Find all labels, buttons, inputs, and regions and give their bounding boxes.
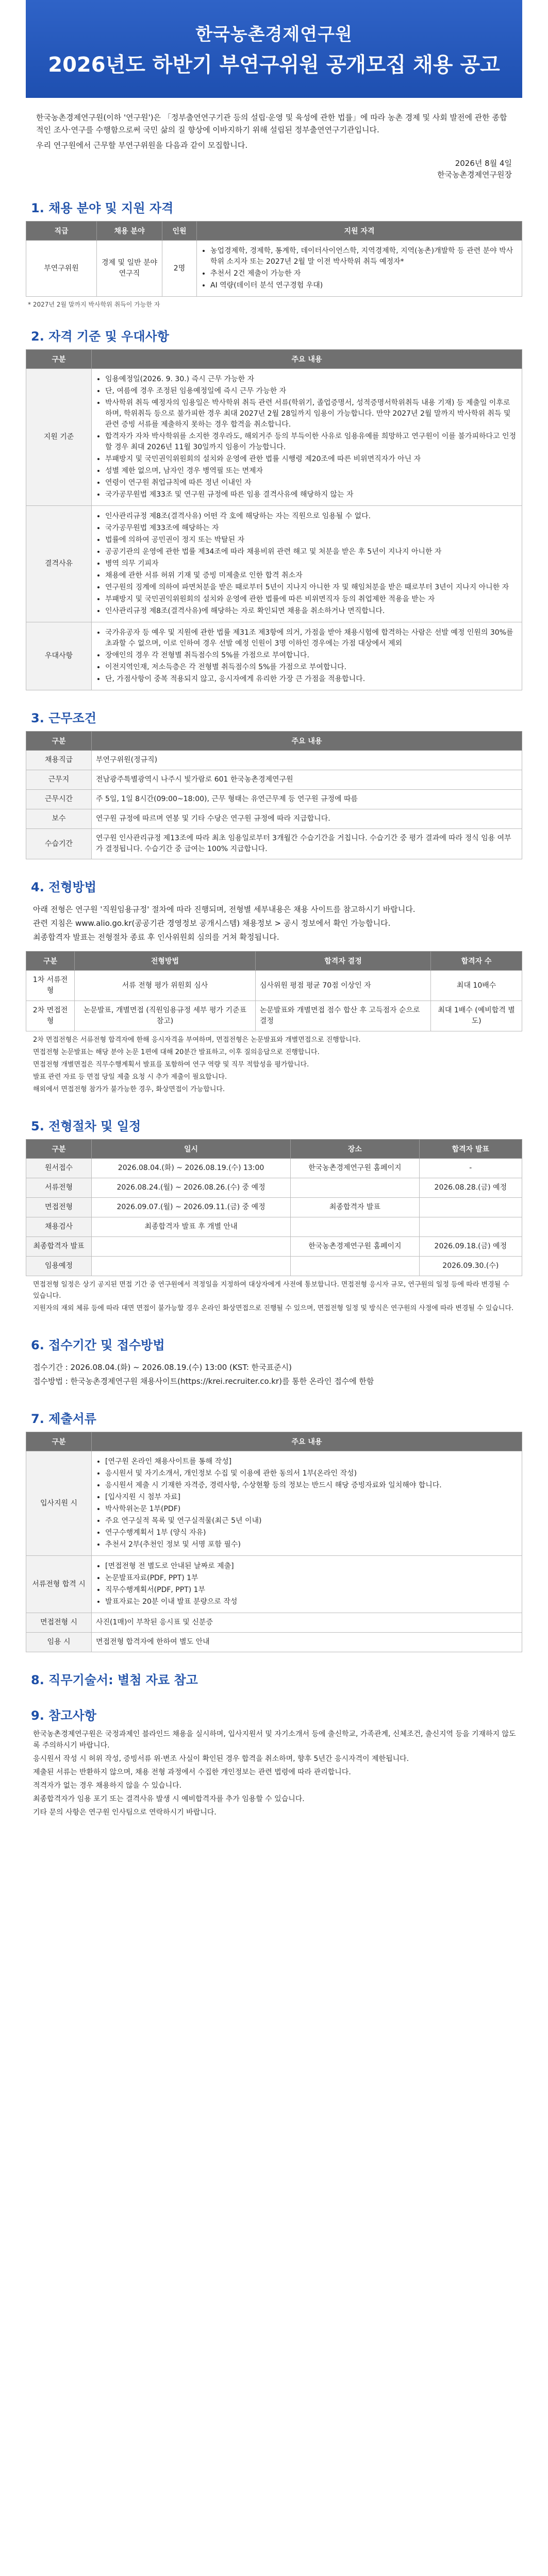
table-row bbox=[26, 829, 522, 859]
title-banner bbox=[26, 0, 522, 98]
list-item: 최종합격자가 임용 포기 또는 결격사유 발생 시 예비합격자를 추가 임용할 수 있습니다. bbox=[33, 1795, 305, 1803]
list-item: • AI 역량(데이터 분석 연구경험 우대) bbox=[210, 280, 518, 291]
table-row bbox=[26, 971, 522, 1001]
result-cell: 2026.09.30.(수) bbox=[419, 1257, 522, 1276]
section-title: 5. 전형절차 및 일정 bbox=[31, 1119, 141, 1133]
table-row bbox=[26, 1257, 522, 1276]
stage-cell: 서류전형 bbox=[26, 1178, 92, 1198]
list-item: • [면접전형 전 별도로 안내된 날짜로 제출] bbox=[105, 1561, 518, 1572]
table-header: 인원 bbox=[162, 222, 197, 241]
row-content bbox=[92, 369, 522, 506]
table-header: 장소 bbox=[291, 1140, 420, 1159]
row-label: 채용직급 bbox=[26, 751, 92, 770]
table-row bbox=[26, 809, 522, 829]
table-row bbox=[26, 1613, 522, 1633]
list-item: 관련 지침은 www.alio.go.kr(공공기관 경영정보 공개시스템) 채용정보 > 공시 정보에서 확인 가능합니다. bbox=[33, 919, 391, 928]
notice-title: 2026년도 하반기 부연구위원 공개모집 채용 공고 bbox=[48, 53, 500, 77]
stage-cell: 임용예정 bbox=[26, 1257, 92, 1276]
table-header: 주요 내용 bbox=[92, 1432, 522, 1451]
row-label: 우대사항 bbox=[26, 622, 92, 690]
list-item: • 발표자료는 20분 이내 발표 분량으로 작성 bbox=[105, 1597, 518, 1607]
table-header: 합격자 수 bbox=[431, 952, 522, 971]
table-row bbox=[26, 751, 522, 770]
method-cell: 서류 전형 평가 위원회 심사 bbox=[75, 971, 256, 1001]
row-label: 임용 시 bbox=[26, 1633, 92, 1652]
list-item: • 국가유공자 등 예우 및 지원에 관한 법률 제31조 제3항에 의거, 가점을 받아 채용시험에 합격하는 사람은 선발 예정 인원의 30%를 초과할 수 없으며, 이로 인하여 경우 선발 예정 인원이 3명 이하인 경우에는 가점 대상에서 제외 bbox=[105, 628, 518, 649]
notice-issuer: 한국농촌경제연구원장 bbox=[437, 170, 512, 179]
table-row bbox=[26, 241, 522, 297]
reference-notes bbox=[26, 1728, 522, 1818]
list-item: 제출된 서류는 반환하지 않으며, 채용 전형 과정에서 수집한 개인정보는 관련 법령에 따라 관리합니다. bbox=[33, 1768, 351, 1776]
selection-bullets bbox=[26, 900, 522, 947]
list-item: • 부패방지 및 국민권익위원회의 설치와 운영에 관한 법률 시행령 제20조에 따른 비위면직자가 아닌 자 bbox=[105, 454, 518, 465]
stage-cell: 최종합격자 발표 bbox=[26, 1237, 92, 1257]
result-cell: 2026.09.18.(금) 예정 bbox=[419, 1237, 522, 1257]
result-cell bbox=[419, 1217, 522, 1237]
list-item: • 단, 여름에 경우 조정된 임용예정일에 즉시 근무 가능한 자 bbox=[105, 386, 518, 397]
section-title: 9. 참고사항 bbox=[31, 1708, 96, 1723]
table-header: 구분 bbox=[26, 732, 92, 751]
list-item: • [연구원 온라인 채용사이트를 통해 작성] bbox=[105, 1456, 518, 1467]
row-content: 연구원 인사관리규정 제13조에 따라 최초 임용일로부터 3개월간 수습기간을 거칩니다. 수습기간 중 평가 결과에 따라 정식 임용 여부가 결정됩니다. 수습기간 중 급여는 100% 지급합니다. bbox=[92, 829, 522, 859]
row-label: 근무지 bbox=[26, 770, 92, 790]
intro-paragraph: 한국농촌경제연구원(이하 '연구원')은 「정부출연연구기관 등의 설립·운영 및 육성에 관한 법률」에 따라 농촌 경제 및 사회 발전에 관한 종합적인 조사·연구를 수행함으로써 국민 삶의 질 향상에 이바지하기 위해 설립된 정부출연연구기관입니다. bbox=[36, 113, 507, 134]
table-row bbox=[26, 790, 522, 809]
table-row bbox=[26, 622, 522, 690]
recruit-field-table bbox=[26, 221, 522, 297]
place-cell: 한국농촌경제연구원 홈페이지 bbox=[291, 1237, 420, 1257]
list-item: • 이전지역인재, 저소득층은 각 전형별 취득점수의 5%를 가점으로 부여합니다. bbox=[105, 662, 518, 673]
stage-cell: 2차 면접전형 bbox=[26, 1001, 75, 1031]
list-item: 면접전형 논문발표는 해당 분야 논문 1편에 대해 20분간 발표하고, 이후 질의응답으로 진행합니다. bbox=[33, 1048, 320, 1056]
intro bbox=[26, 98, 522, 158]
grade-cell: 부연구위원 bbox=[26, 241, 97, 297]
row-content bbox=[92, 506, 522, 622]
place-cell bbox=[291, 1257, 420, 1276]
application-info bbox=[26, 1358, 522, 1391]
list-item: 최종합격자 발표는 전형절차 종료 후 인사위원회 심의를 거쳐 확정됩니다. bbox=[33, 933, 279, 942]
list-item: • 추천서 2부(추천인 정보 및 서명 포함 필수) bbox=[105, 1539, 518, 1550]
decision-cell: 논문발표와 개별면접 점수 합산 후 고득점자 순으로 결정 bbox=[255, 1001, 430, 1031]
table-header: 합격자 결정 bbox=[255, 952, 430, 971]
table-header: 채용 분야 bbox=[97, 222, 162, 241]
list-item: • 단, 가점사항이 중복 적용되지 않고, 응시자에게 유리한 가장 큰 가점을 적용합니다. bbox=[105, 674, 518, 685]
time-cell bbox=[92, 1237, 291, 1257]
list-item: 적격자가 없는 경우 채용하지 않을 수 있습니다. bbox=[33, 1782, 182, 1790]
result-cell bbox=[419, 1198, 522, 1217]
selection-method-table bbox=[26, 951, 522, 1031]
table-header: 지원 자격 bbox=[197, 222, 522, 241]
list-item: • 채용에 관한 서류 허위 기재 및 증빙 미제출로 인한 합격 취소자 bbox=[105, 570, 518, 581]
row-label: 지원 기준 bbox=[26, 369, 92, 506]
stage-cell: 1차 서류전형 bbox=[26, 971, 75, 1001]
list-item: • 장애인의 경우 각 전형별 취득점수의 5%를 가점으로 부여합니다. bbox=[105, 650, 518, 661]
table-row bbox=[26, 1198, 522, 1217]
row-content: 전남광주특별광역시 나주시 빛가람로 601 한국농촌경제연구원 bbox=[92, 770, 522, 790]
result-cell: 2026.08.28.(금) 예정 bbox=[419, 1178, 522, 1198]
row-content: 주 5일, 1일 8시간(09:00~18:00), 근무 형태는 유연근무제 등 연구원 규정에 따름 bbox=[92, 790, 522, 809]
table-row bbox=[26, 1178, 522, 1198]
section-title: 8. 직무기술서: 별첨 자료 참고 bbox=[31, 1673, 198, 1687]
list-item: • 합격자가 자차 박사학위를 소지한 경우라도, 해외거주 등의 부득이한 사유로 임용유예를 희망하고 연구원이 이를 불가피하다고 인정할 경우 최대 2026년 11월 30일까지 임용이 가능합니다. bbox=[105, 431, 518, 453]
table-header: 구분 bbox=[26, 1140, 92, 1159]
section-title: 3. 근무조건 bbox=[31, 711, 96, 725]
place-cell: 최종합격자 발표 bbox=[291, 1198, 420, 1217]
qualification-table bbox=[26, 349, 522, 690]
list-item: • 부패방지 및 국민권익위원회의 설치와 운영에 관한 법률에 따른 비위면직자 등의 취업제한 적용을 받는 자 bbox=[105, 594, 518, 605]
list-item: 면접전형 개별면접은 직무수행계획서 발표를 포함하여 연구 역량 및 직무 적합성을 평가합니다. bbox=[33, 1061, 309, 1069]
list-item: 해외에서 면접전형 참가가 불가능한 경우, 화상면접이 가능합니다. bbox=[33, 1086, 225, 1093]
row-label: 서류전형 합격 시 bbox=[26, 1556, 92, 1613]
time-cell: 2026.08.24.(월) ~ 2026.08.26.(수) 중 예정 bbox=[92, 1178, 291, 1198]
work-condition-table bbox=[26, 731, 522, 859]
qualification-cell bbox=[197, 241, 522, 297]
schedule-notes bbox=[26, 1276, 522, 1317]
list-item: 응시원서 작성 시 허위 작성, 증빙서류 위·변조 사실이 확인된 경우 합격을 취소하며, 향후 5년간 응시자격이 제한됩니다. bbox=[33, 1755, 409, 1763]
table-header: 구분 bbox=[26, 952, 75, 971]
list-item: • 연구원의 징계에 의하여 파면처분을 받은 때로부터 5년이 지나지 아니한 자 및 해임처분을 받은 때로부터 3년이 지나지 아니한 자 bbox=[105, 582, 518, 593]
stage-cell: 채용검사 bbox=[26, 1217, 92, 1237]
row-content: 연구원 규정에 따르며 연봉 및 기타 수당은 연구원 규정에 따라 지급합니다. bbox=[92, 809, 522, 829]
list-item: 기타 문의 사항은 연구원 인사팀으로 연락하시기 바랍니다. bbox=[33, 1808, 217, 1817]
row-content: 면접전형 합격자에 한하여 별도 안내 bbox=[92, 1633, 522, 1652]
table-row bbox=[26, 506, 522, 622]
list-item: • 인사관리규정 제8조(결격사유) 어떤 각 호에 해당하는 자는 직원으로 임용될 수 없다. bbox=[105, 511, 518, 522]
intro-paragraph: 우리 연구원에서 근무할 부연구위원을 다음과 같이 모집합니다. bbox=[36, 141, 248, 150]
section-title: 2. 자격 기준 및 우대사항 bbox=[31, 329, 169, 344]
list-item: 접수방법 : 한국농촌경제연구원 채용사이트(https://krei.recruiter.co.kr)를 통한 온라인 접수에 한함 bbox=[33, 1377, 374, 1386]
table-header: 구분 bbox=[26, 1432, 92, 1451]
list-item: • 연구수행계획서 1부 (양식 자유) bbox=[105, 1528, 518, 1538]
stage-cell: 원서접수 bbox=[26, 1159, 92, 1178]
section-title: 1. 채용 분야 및 지원 자격 bbox=[31, 201, 174, 215]
list-item: • 박사학위 취득 예정자의 임용일은 박사학위 취득 관련 서류(학위기, 졸업증명서, 성적증명서학위취득 내용 기재) 등 제출일 이후로 하며, 학위취득 등으로 불가피한 경우 최대 2027년 2월 28일까지 임용이 가능합니다. 만약 2027년 2월 말까지 박사학위 취득 및 관련 증빙 서류를 제출하지 못하는 경우 합격을 취소합니다. bbox=[105, 398, 518, 430]
section-title: 4. 전형방법 bbox=[31, 880, 96, 894]
org-title: 한국농촌경제연구원 bbox=[195, 24, 353, 45]
list-item: • 논문발표자료(PDF, PPT) 1부 bbox=[105, 1573, 518, 1584]
list-item: 한국농촌경제연구원은 국정과제인 블라인드 채용을 실시하며, 입사지원서 및 자기소개서 등에 출신학교, 가족관계, 신체조건, 출신지역 등을 기재하지 않도록 주의하시기 바랍니다. bbox=[33, 1730, 516, 1750]
list-item: • 연령이 연구원 취업규칙에 따른 정년 이내인 자 bbox=[105, 478, 518, 488]
table-row bbox=[26, 1556, 522, 1613]
list-item: 아래 전형은 연구원 '직원임용규정' 절차에 따라 진행되며, 전형별 세부내용은 채용 사이트를 참고하시기 바랍니다. bbox=[33, 905, 416, 914]
table-header: 구분 bbox=[26, 350, 92, 369]
footnote: * 2027년 2월 말까지 박사학위 취득이 가능한 자 bbox=[28, 301, 160, 308]
row-label: 결격사유 bbox=[26, 506, 92, 622]
table-row bbox=[26, 1451, 522, 1556]
row-content: 사진(1매)이 부착된 응시표 및 신분증 bbox=[92, 1613, 522, 1633]
table-header: 전형방법 bbox=[75, 952, 256, 971]
table-header: 주요 내용 bbox=[92, 732, 522, 751]
count-cell: 최대 1배수 (예비합격 별도) bbox=[431, 1001, 522, 1031]
row-label: 보수 bbox=[26, 809, 92, 829]
list-item: • 박사학위논문 1부(PDF) bbox=[105, 1504, 518, 1515]
list-item: • 주요 연구실적 목록 및 연구실적물(최근 5년 이내) bbox=[105, 1516, 518, 1527]
selection-notes bbox=[26, 1031, 522, 1098]
table-row bbox=[26, 1159, 522, 1178]
row-content bbox=[92, 622, 522, 690]
field-cell: 경제 및 일반 분야 연구직 bbox=[97, 241, 162, 297]
table-row bbox=[26, 1217, 522, 1237]
section-title: 7. 제출서류 bbox=[31, 1412, 96, 1426]
section-title: 6. 접수기간 및 접수방법 bbox=[31, 1338, 165, 1352]
row-label: 수습기간 bbox=[26, 829, 92, 859]
place-cell: 한국농촌경제연구원 홈페이지 bbox=[291, 1159, 420, 1178]
table-row bbox=[26, 1633, 522, 1652]
schedule-table bbox=[26, 1139, 522, 1276]
list-item: • 병역 의무 기피자 bbox=[105, 558, 518, 569]
list-item: • 농업경제학, 경제학, 통계학, 데이터사이언스학, 지역경제학, 지역(농촌)개발학 등 관련 분야 박사학위 소지자 또는 2027년 2월 말 이전 박사학위 취득 예정자* bbox=[210, 246, 518, 267]
time-cell: 2026.08.04.(화) ~ 2026.08.19.(수) 13:00 bbox=[92, 1159, 291, 1178]
list-item: • 국가공무원법 제33조에 해당하는 자 bbox=[105, 523, 518, 534]
row-label: 입사지원 시 bbox=[26, 1451, 92, 1556]
row-content: 부연구위원(정규직) bbox=[92, 751, 522, 770]
count-cell: 2명 bbox=[162, 241, 197, 297]
table-row bbox=[26, 1001, 522, 1031]
row-content bbox=[92, 1556, 522, 1613]
decision-cell: 심사위원 평점 평균 70점 이상인 자 bbox=[255, 971, 430, 1001]
time-cell: 2026.09.07.(월) ~ 2026.09.11.(금) 중 예정 bbox=[92, 1198, 291, 1217]
list-item: • 응시원서 및 자기소개서, 개인정보 수집 및 이용에 관한 동의서 1부(온라인 작성) bbox=[105, 1468, 518, 1479]
list-item: • 공공기관의 운영에 관한 법률 제34조에 따라 채용비위 관련 해고 및 처분을 받은 후 5년이 지나지 아니한 자 bbox=[105, 547, 518, 557]
table-header: 주요 내용 bbox=[92, 350, 522, 369]
table-row bbox=[26, 1237, 522, 1257]
list-item: • 추천서 2건 제출이 가능한 자 bbox=[210, 268, 518, 279]
table-header: 직급 bbox=[26, 222, 97, 241]
list-item: • 인사관리규정 제8조(결격사유)에 해당하는 자로 확인되면 채용을 취소하거나 면직합니다. bbox=[105, 606, 518, 617]
list-item: 면접전형 일정은 상기 공지된 면접 기간 중 연구원에서 적정일을 지정하여 대상자에게 사전에 통보합니다. 면접전형 응시자 규모, 연구원의 일정 등에 따라 변경될 수 있습니다. bbox=[33, 1281, 509, 1300]
place-cell bbox=[291, 1178, 420, 1198]
list-item: • [입사지원 시 첨부 자료] bbox=[105, 1492, 518, 1503]
list-item: • 직무수행계획서(PDF, PPT) 1부 bbox=[105, 1585, 518, 1596]
list-item: 지원자의 재외 체류 등에 따라 대면 면접이 불가능할 경우 온라인 화상면접으로 진행될 수 있으며, 면접전형 일정 및 방식은 연구원의 사정에 따라 변경될 수 있습니다. bbox=[33, 1304, 514, 1312]
count-cell: 최대 10배수 bbox=[431, 971, 522, 1001]
list-item: 발표 관련 자료 등 면접 당일 제출 요청 시 추가 제출이 필요합니다. bbox=[33, 1073, 227, 1081]
row-label: 면접전형 시 bbox=[26, 1613, 92, 1633]
list-item: • 임용예정일(2026. 9. 30.) 즉시 근무 가능한 자 bbox=[105, 374, 518, 385]
list-item: • 국가공무원법 제33조 및 연구원 규정에 따른 임용 결격사유에 해당하지 않는 자 bbox=[105, 489, 518, 500]
time-cell: 최종합격자 발표 후 개별 안내 bbox=[92, 1217, 291, 1237]
table-header: 일시 bbox=[92, 1140, 291, 1159]
stage-cell: 면접전형 bbox=[26, 1198, 92, 1217]
list-item: • 법률에 의하여 공민권이 정지 또는 박탈된 자 bbox=[105, 535, 518, 546]
result-cell: - bbox=[419, 1159, 522, 1178]
row-content bbox=[92, 1451, 522, 1556]
table-row bbox=[26, 770, 522, 790]
place-cell bbox=[291, 1217, 420, 1237]
notice-date: 2026년 8월 4일 bbox=[455, 159, 512, 168]
page bbox=[26, 0, 522, 1818]
table-row bbox=[26, 369, 522, 506]
list-item: • 성별 제한 없으며, 남자인 경우 병역필 또는 면제자 bbox=[105, 466, 518, 477]
list-item: • 응시원서 제출 시 기재한 자격증, 경력사항, 수상현황 등의 정보는 반드시 해당 증빙자료와 일치해야 합니다. bbox=[105, 1480, 518, 1491]
list-item: 2차 면접전형은 서류전형 합격자에 한해 응시자격을 부여하며, 면접전형은 논문발표와 개별면접으로 진행합니다. bbox=[33, 1036, 361, 1044]
time-cell bbox=[92, 1257, 291, 1276]
method-cell: 논문발표, 개별면접 (직원임용규정 세부 평가 기준표 참고) bbox=[75, 1001, 256, 1031]
row-label: 근무시간 bbox=[26, 790, 92, 809]
documents-table bbox=[26, 1432, 522, 1652]
table-header: 합격자 발표 bbox=[419, 1140, 522, 1159]
list-item: 접수기간 : 2026.08.04.(화) ~ 2026.08.19.(수) 13:00 (KST: 한국표준시) bbox=[33, 1363, 292, 1372]
